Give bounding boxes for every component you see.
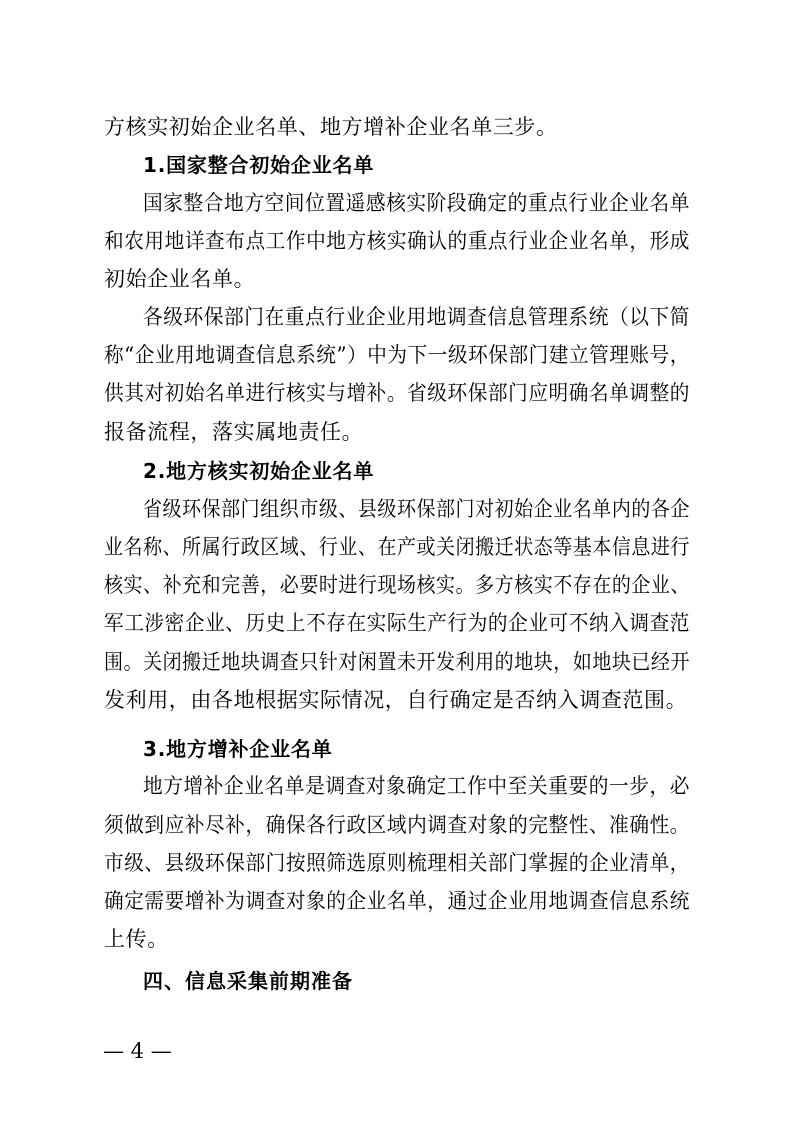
body-text-line: 业名称、所属行政区域、行业、在产或关闭搬迁状态等基本信息进行	[104, 535, 690, 559]
body-text-line: 市级、县级环保部门按照筛选原则梳理相关部门掌握的企业清单，	[104, 851, 691, 875]
body-text-line: 须做到应补尽补，确保各行政区域内调查对象的完整性、准确性。	[104, 813, 691, 837]
page-number: — 4 —	[103, 1039, 172, 1063]
subheading-1: 1.国家整合初始企业名单	[143, 153, 375, 177]
body-text-line: 军工涉密企业、历史上不存在实际生产行为的企业可不纳入调查范	[104, 611, 691, 635]
section-heading-4: 四、信息采集前期准备	[143, 969, 353, 993]
subheading-3: 3.地方增补企业名单	[143, 737, 333, 761]
body-text-line: 和农用地详查布点工作中地方核实确认的重点行业企业名单，形成	[104, 229, 691, 253]
body-text-line: 省级环保部门组织市级、县级环保部门对初始企业名单内的各企	[143, 497, 690, 521]
body-text-line: 报备流程，落实属地责任。	[104, 420, 364, 444]
body-text-line: 上传。	[104, 927, 169, 951]
body-text-line: 方核实初始企业名单、地方增补企业名单三步。	[104, 115, 558, 139]
body-text-line: 确定需要增补为调查对象的企业名单，通过企业用地调查信息系统	[104, 889, 691, 913]
body-text-line: 称“企业用地调查信息系统”）中为下一级环保部门建立管理账号，	[104, 343, 691, 367]
body-text-line: 地方增补企业名单是调查对象确定工作中至关重要的一步，必	[143, 774, 690, 798]
body-text-line: 发利用，由各地根据实际情况，自行确定是否纳入调查范围。	[104, 688, 688, 712]
body-text-line: 初始企业名单。	[104, 267, 256, 291]
body-text-line: 国家整合地方空间位置遥感核实阶段确定的重点行业企业名单	[143, 191, 690, 215]
body-text-line: 供其对初始名单进行核实与增补。省级环保部门应明确名单调整的	[104, 381, 691, 405]
subheading-2: 2.地方核实初始企业名单	[143, 459, 375, 483]
body-text-line: 核实、补充和完善，必要时进行现场核实。多方核实不存在的企业、	[104, 573, 690, 597]
body-text-line: 各级环保部门在重点行业企业用地调查信息管理系统（以下简	[143, 305, 690, 329]
body-text-line: 围。关闭搬迁地块调查只针对闲置未开发利用的地块，如地块已经开	[104, 650, 690, 674]
